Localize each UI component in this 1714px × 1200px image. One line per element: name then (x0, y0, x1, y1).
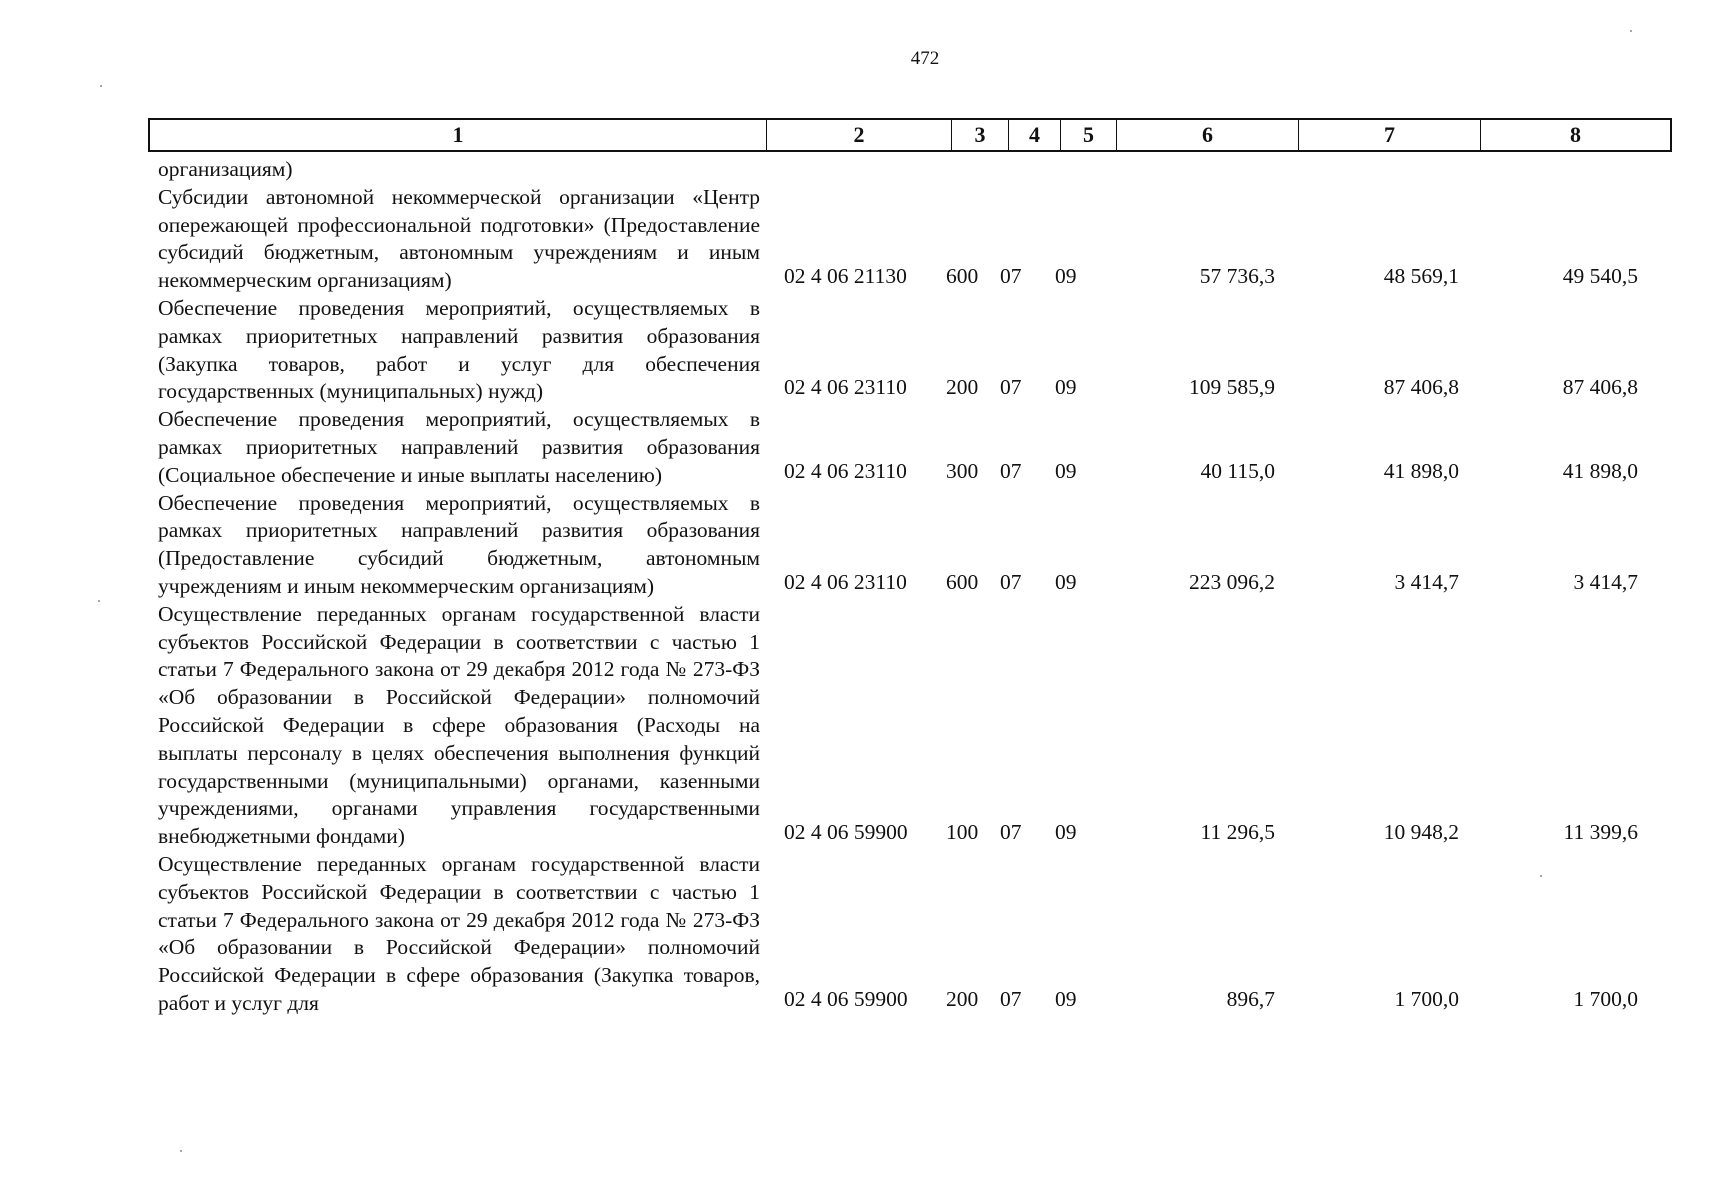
table-row (158, 601, 1672, 851)
row-section: 07 (1000, 458, 1022, 483)
row-value-col7: 41 898,0 (1383, 458, 1459, 483)
column-header-7: 7 (1299, 120, 1481, 150)
scan-speck (1540, 875, 1542, 877)
page-number: 472 (910, 48, 940, 69)
row-code: 02 4 06 23110 (784, 458, 907, 483)
row-value-col7: 3 414,7 (1394, 569, 1459, 594)
row-expense-type: 200 (946, 375, 979, 400)
column-header-6: 6 (1117, 120, 1299, 150)
row-value-col6: 40 115,0 (1200, 458, 1275, 483)
scan-speck (1630, 30, 1632, 32)
row-section: 07 (1000, 569, 1022, 594)
row-value-col6: 109 585,9 (1189, 375, 1275, 400)
scan-speck (180, 1150, 182, 1152)
row-value-col7: 1 700,0 (1394, 986, 1459, 1011)
row-section: 07 (1000, 986, 1022, 1011)
row-value-col8: 11 399,6 (1563, 820, 1638, 845)
row-value-col6: 223 096,2 (1189, 569, 1275, 594)
row-value-col8: 87 406,8 (1562, 375, 1638, 400)
row-description: Обеспечение проведения мероприятий, осуществляемых в рамках приоритетных направлений развития образования (Социальное обеспечение и иные выплаты населению) (158, 407, 760, 487)
table-row (158, 295, 1672, 406)
row-value-col6: 11 296,5 (1200, 820, 1275, 845)
row-section: 07 (1000, 264, 1022, 289)
table-row (158, 406, 1672, 489)
column-header-5: 5 (1061, 120, 1117, 150)
row-value-col6: 57 736,3 (1199, 264, 1275, 289)
table-row (158, 156, 1672, 184)
row-value-col7: 10 948,2 (1383, 820, 1459, 845)
row-expense-type: 600 (946, 569, 979, 594)
row-description: организациям) (158, 157, 293, 181)
row-code: 02 4 06 23110 (784, 569, 907, 594)
row-code: 02 4 06 21130 (784, 264, 907, 289)
column-header-4: 4 (1009, 120, 1061, 150)
row-expense-type: 200 (946, 986, 979, 1011)
row-expense-type: 100 (946, 820, 979, 845)
row-value-col8: 1 700,0 (1573, 986, 1638, 1011)
table-row (158, 184, 1672, 295)
row-subsection: 09 (1055, 569, 1077, 594)
table-row (158, 851, 1672, 1018)
row-description: Осуществление переданных органам государственной власти субъектов Российской Федерации в соответствии с частью 1 статьи 7 Федерального закона от 29 декабря 2012 года № 273-ФЗ «Об образовании в Российской Федерации» полномочий Российской Федерации в сфере образования (Расходы на выплаты персоналу в целях обеспечения выполнения функций государственными (муниципальными) органами, казенными учреждениями, органами управления государственными внебюджетными фондами) (158, 601, 760, 849)
row-subsection: 09 (1055, 375, 1077, 400)
row-subsection: 09 (1055, 986, 1077, 1011)
row-value-col8: 41 898,0 (1562, 458, 1638, 483)
row-value-col7: 48 569,1 (1383, 264, 1459, 289)
table-body (158, 156, 1672, 1018)
row-subsection: 09 (1055, 264, 1077, 289)
row-description: Обеспечение проведения мероприятий, осуществляемых в рамках приоритетных направлений развития образования (Предоставление субсидий бюджетным, автономным учреждениям и иным некоммерческим организациям) (158, 490, 760, 598)
column-header-2: 2 (767, 120, 952, 150)
row-subsection: 09 (1055, 820, 1077, 845)
row-code: 02 4 06 23110 (784, 375, 907, 400)
row-expense-type: 600 (946, 264, 979, 289)
row-value-col6: 896,7 (1226, 986, 1275, 1011)
column-header-8: 8 (1570, 122, 1581, 147)
column-header-1: 1 (150, 120, 767, 150)
row-expense-type: 300 (946, 458, 979, 483)
column-header-3: 3 (952, 120, 1009, 150)
row-value-col8: 49 540,5 (1562, 264, 1638, 289)
row-code: 02 4 06 59900 (784, 986, 908, 1011)
row-subsection: 09 (1055, 458, 1077, 483)
row-section: 07 (1000, 375, 1022, 400)
row-code: 02 4 06 59900 (784, 820, 908, 845)
table-header (148, 118, 1672, 152)
row-description: Обеспечение проведения мероприятий, осуществляемых в рамках приоритетных направлений развития образования (Закупка товаров, работ и услуг для обеспечения государственных (муниципальных) нужд) (158, 295, 760, 404)
scan-speck (98, 600, 100, 602)
scan-speck (100, 85, 102, 87)
row-description: Осуществление переданных органам государственной власти субъектов Российской Федерации в соответствии с частью 1 статьи 7 Федерального закона от 29 декабря 2012 года № 273-ФЗ «Об образовании в Российской Федерации» полномочий Российской Федерации в сфере образования (Закупка товаров, работ и услуг для (158, 851, 760, 1015)
row-section: 07 (1000, 820, 1022, 845)
row-value-col7: 87 406,8 (1383, 375, 1459, 400)
row-value-col8: 3 414,7 (1573, 569, 1638, 594)
row-description: Субсидии автономной некоммерческой организации «Центр опережающей профессиональной подготовки» (Предоставление субсидий бюджетным, автономным учреждениям и иным некоммерческим организациям) (158, 184, 760, 293)
table-row (158, 490, 1672, 601)
